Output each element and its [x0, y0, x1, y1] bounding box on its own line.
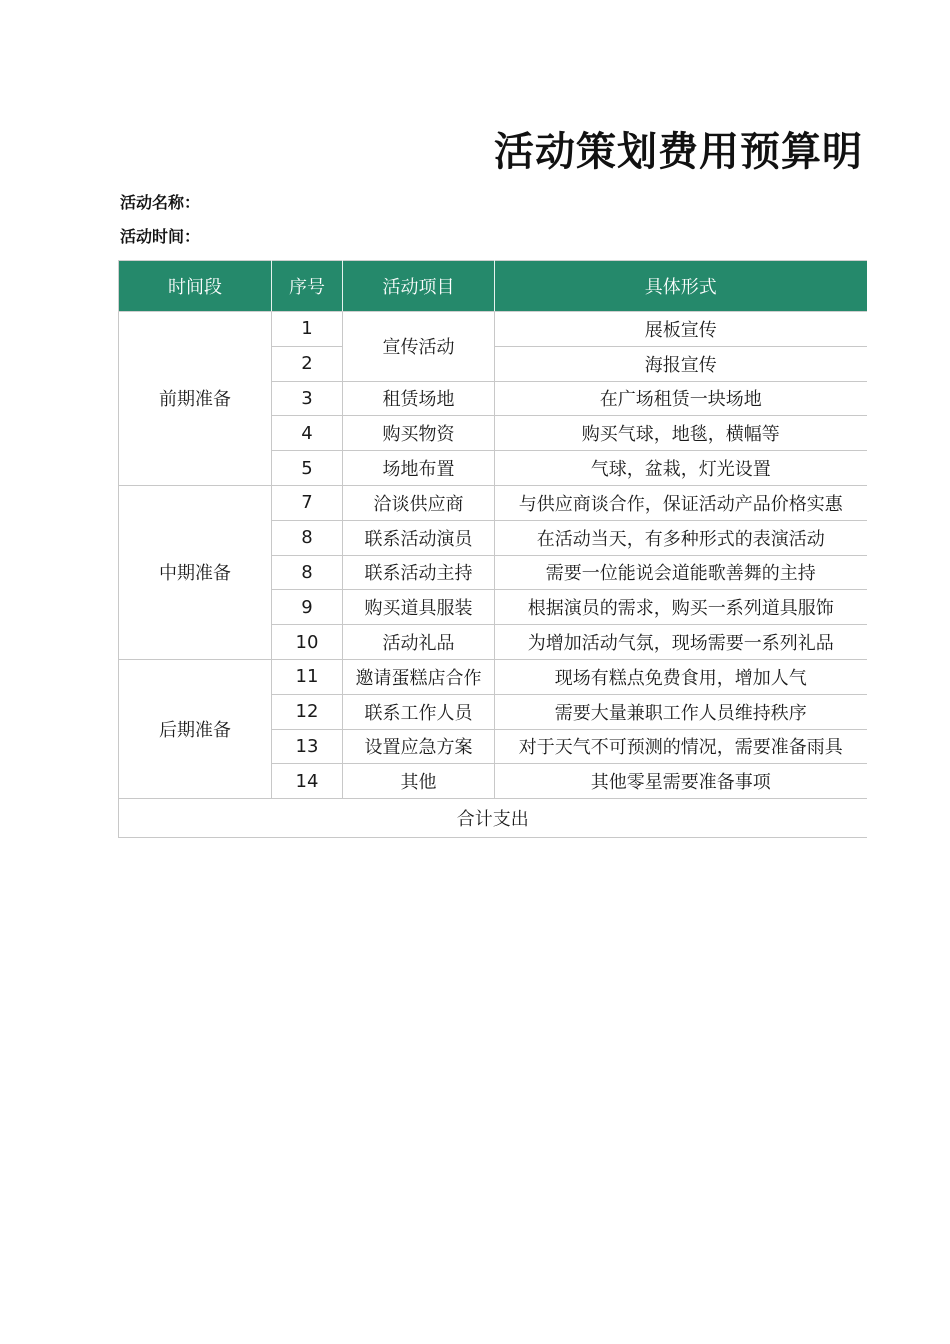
row-detail: 需要一位能说会道能歌善舞的主持 [495, 555, 867, 590]
row-detail: 其他零星需要准备事项 [495, 764, 867, 799]
row-item: 洽谈供应商 [343, 485, 495, 520]
header-item: 活动项目 [343, 261, 495, 312]
phase-cell: 后期准备 [119, 659, 272, 798]
row-number: 1 [272, 312, 343, 347]
row-detail: 根据演员的需求，购买一系列道具服饰 [495, 590, 867, 625]
row-item: 租赁场地 [343, 381, 495, 416]
total-row [119, 799, 867, 838]
row-item: 其他 [343, 764, 495, 799]
row-number: 10 [272, 625, 343, 660]
row-detail: 需要大量兼职工作人员维持秩序 [495, 694, 867, 729]
row-number: 2 [272, 346, 343, 381]
row-detail: 对于天气不可预测的情况，需要准备雨具 [495, 729, 867, 764]
row-number: 14 [272, 764, 343, 799]
total-label: 合计支出 [119, 799, 867, 838]
row-number: 13 [272, 729, 343, 764]
table-row [119, 312, 867, 347]
row-detail: 购买气球，地毯，横幅等 [495, 416, 867, 451]
row-detail: 在活动当天，有多种形式的表演活动 [495, 520, 867, 555]
row-number: 11 [272, 659, 343, 694]
table-row [119, 485, 867, 520]
row-item: 场地布置 [343, 451, 495, 486]
header-number: 序号 [272, 261, 343, 312]
row-number: 7 [272, 485, 343, 520]
activity-time-label: 活动时间： [120, 227, 201, 246]
row-detail: 为增加活动气氛，现场需要一系列礼品 [495, 625, 867, 660]
row-number: 3 [272, 381, 343, 416]
phase-cell: 前期准备 [119, 312, 272, 486]
row-item: 设置应急方案 [343, 729, 495, 764]
page-title: 活动策划费用预算明 [494, 129, 863, 175]
row-detail: 在广场租赁一块场地 [495, 381, 867, 416]
row-detail: 海报宣传 [495, 346, 867, 381]
row-item: 联系活动演员 [343, 520, 495, 555]
table-header-row [119, 261, 867, 312]
row-item: 联系工作人员 [343, 694, 495, 729]
header-detail: 具体形式 [495, 261, 867, 312]
row-detail: 现场有糕点免费食用，增加人气 [495, 659, 867, 694]
row-number: 8 [272, 520, 343, 555]
row-item: 活动礼品 [343, 625, 495, 660]
row-detail: 与供应商谈合作，保证活动产品价格实惠 [495, 485, 867, 520]
row-number: 8 [272, 555, 343, 590]
table-row [119, 659, 867, 694]
row-detail: 气球，盆栽，灯光设置 [495, 451, 867, 486]
row-number: 12 [272, 694, 343, 729]
row-number: 5 [272, 451, 343, 486]
row-item: 购买物资 [343, 416, 495, 451]
row-number: 9 [272, 590, 343, 625]
row-detail: 展板宣传 [495, 312, 867, 347]
phase-cell: 中期准备 [119, 485, 272, 659]
header-period: 时间段 [119, 261, 272, 312]
row-item: 购买道具服装 [343, 590, 495, 625]
row-item: 邀请蛋糕店合作 [343, 659, 495, 694]
budget-table [118, 260, 867, 838]
row-item: 宣传活动 [343, 312, 495, 382]
activity-name-label: 活动名称： [120, 193, 201, 212]
row-item: 联系活动主持 [343, 555, 495, 590]
row-number: 4 [272, 416, 343, 451]
